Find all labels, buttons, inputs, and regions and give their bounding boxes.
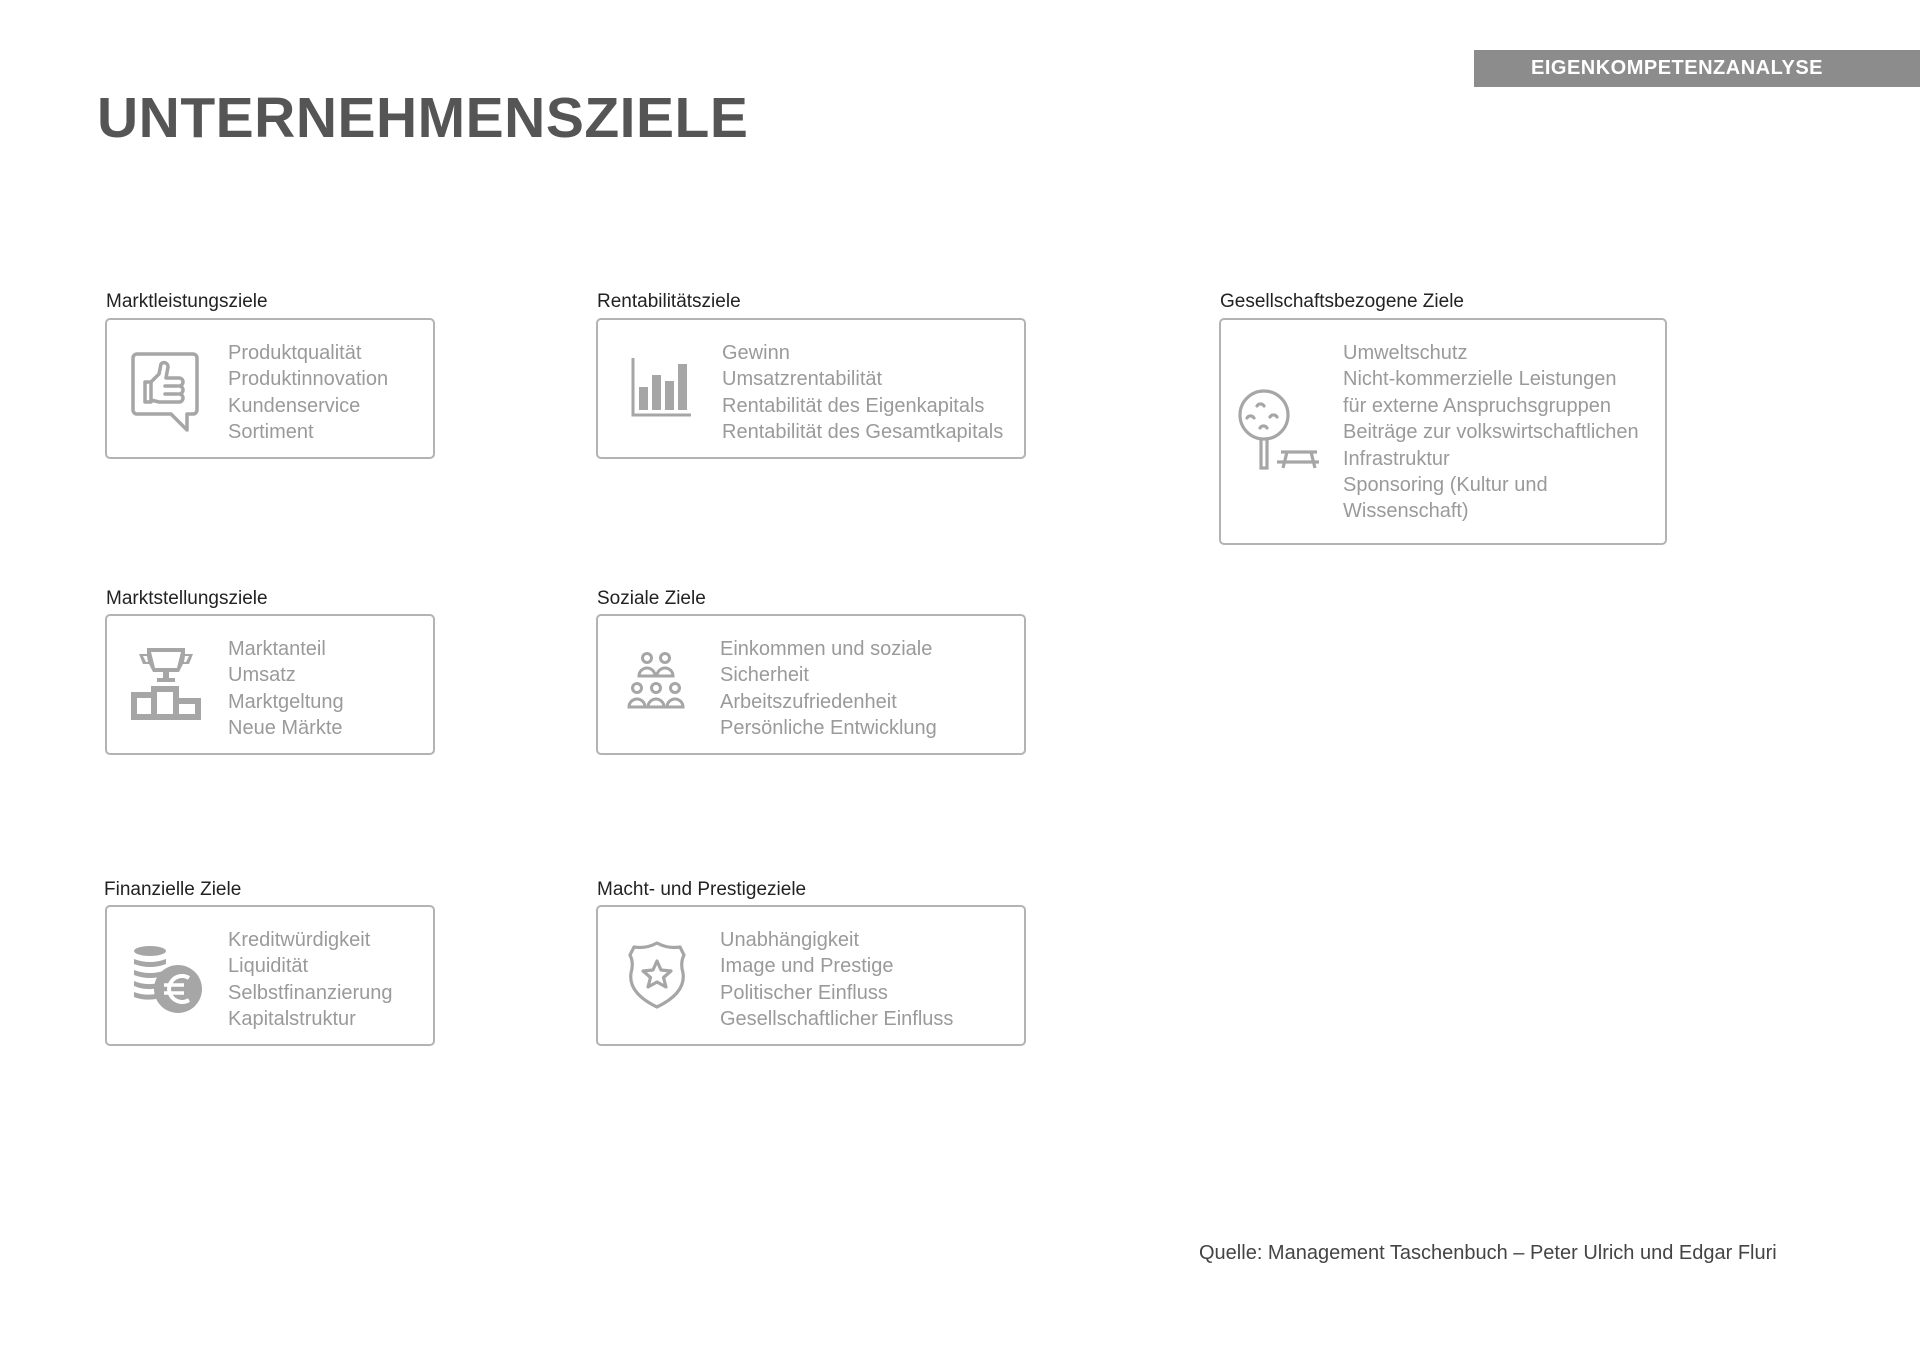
- goal-item: Marktgeltung: [228, 690, 344, 713]
- goal-list: [1343, 340, 1639, 525]
- shield-star-icon: [626, 941, 688, 1011]
- goal-item: Produktqualität: [228, 342, 362, 364]
- goal-list: [722, 340, 1003, 446]
- goal-card-gesellschaft: [1219, 318, 1667, 545]
- goal-card-finanzielle: [105, 905, 435, 1046]
- group-label-gesellschaft: Gesellschaftsbezogene Ziele: [1220, 291, 1464, 312]
- trophy-podium-icon: [129, 646, 203, 722]
- people-group-icon: [627, 652, 689, 712]
- goal-card-rentabilitaet: [596, 318, 1026, 459]
- goal-item: Umweltschutz: [1343, 342, 1468, 364]
- goal-item: Produktinnovation: [228, 368, 389, 391]
- group-label-finanzielle: Finanzielle Ziele: [104, 879, 242, 900]
- group-label-soziale: Soziale Ziele: [597, 588, 706, 609]
- goal-item: Persönliche Entwicklung: [720, 717, 937, 740]
- goal-list: [720, 927, 953, 1033]
- goal-list: [228, 927, 393, 1033]
- goal-item: Kapitalstruktur: [228, 1008, 356, 1031]
- goal-item: Umsatz: [228, 664, 296, 687]
- goal-item: Sicherheit: [720, 664, 809, 687]
- goal-item: Einkommen und soziale: [720, 638, 933, 660]
- goal-item: Umsatzrentabilität: [722, 368, 883, 391]
- goal-item: Wissenschaft): [1343, 500, 1469, 523]
- goal-card-marktstellung: [105, 614, 435, 755]
- goal-item: Gesellschaftlicher Einfluss: [720, 1008, 954, 1031]
- section-badge: EIGENKOMPETENZANALYSE: [1474, 50, 1920, 87]
- goal-item: Unabhängigkeit: [720, 929, 859, 951]
- euro-coins-icon: [132, 945, 204, 1015]
- goal-item: Rentabilität des Gesamtkapitals: [722, 421, 1004, 444]
- source-citation: Quelle: Management Taschenbuch – Peter Ulrich und Edgar Fluri: [1199, 1242, 1777, 1264]
- goal-item: Arbeitszufriedenheit: [720, 690, 897, 713]
- goal-item: Kreditwürdigkeit: [228, 929, 371, 951]
- goal-item: Neue Märkte: [228, 717, 343, 740]
- goal-item: Kundenservice: [228, 394, 361, 417]
- goal-list: [228, 340, 388, 446]
- page-title: UNTERNEHMENSZIELE: [97, 86, 749, 150]
- goal-card-macht: [596, 905, 1026, 1046]
- goal-item: Sortiment: [228, 421, 314, 444]
- bar-chart-icon: [631, 358, 691, 418]
- goal-item: Gewinn: [722, 342, 790, 364]
- goal-item: Rentabilität des Eigenkapitals: [722, 394, 985, 417]
- goal-list: [720, 636, 937, 742]
- goal-item: Image und Prestige: [720, 955, 894, 978]
- goal-list: [228, 636, 344, 742]
- goal-item: Politischer Einfluss: [720, 981, 888, 1004]
- goal-item: Marktanteil: [228, 638, 326, 660]
- group-label-macht: Macht- und Prestigeziele: [597, 879, 807, 900]
- goal-item: Sponsoring (Kultur und: [1343, 474, 1548, 497]
- group-label-rentabilitaet: Rentabilitätsziele: [597, 291, 741, 312]
- goal-item: Beiträge zur volkswirtschaftlichen: [1343, 421, 1639, 444]
- thumbs-up-speech-icon: [131, 352, 199, 434]
- goal-item: Selbstfinanzierung: [228, 981, 393, 1004]
- goal-item: Liquidität: [228, 955, 309, 978]
- goal-item: für externe Anspruchsgruppen: [1343, 394, 1611, 417]
- group-label-marktstellung: Marktstellungsziele: [106, 588, 268, 609]
- tree-bench-icon: [1237, 388, 1321, 472]
- goal-item: Nicht-kommerzielle Leistungen: [1343, 368, 1617, 391]
- goal-card-soziale: [596, 614, 1026, 755]
- group-label-marktleistung: Marktleistungsziele: [106, 291, 268, 312]
- goal-item: Infrastruktur: [1343, 447, 1450, 470]
- goal-card-marktleistung: [105, 318, 435, 459]
